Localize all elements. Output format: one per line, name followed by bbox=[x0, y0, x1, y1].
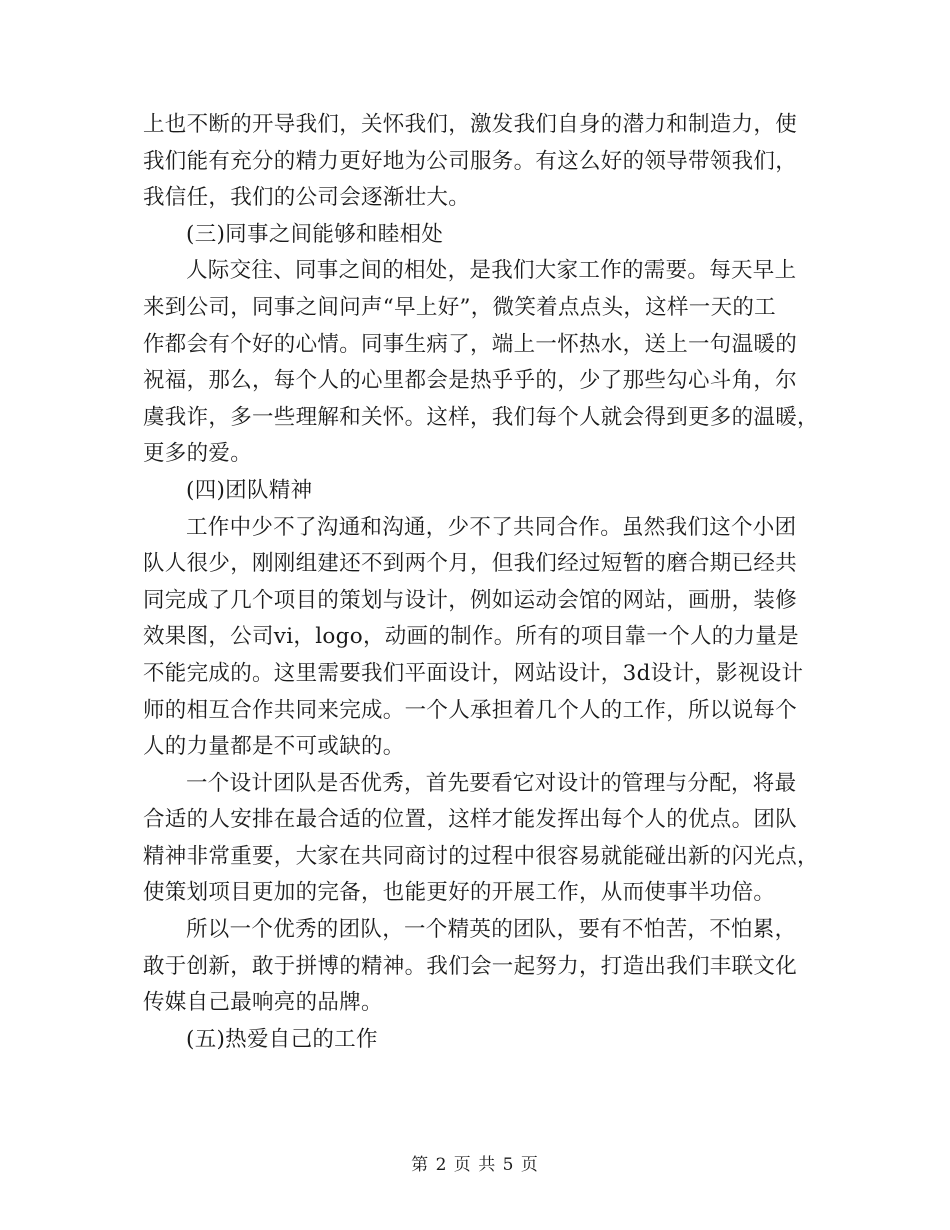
text-line: 我们能有充分的精力更好地为公司服务。有这么好的领导带领我们， bbox=[143, 148, 798, 174]
page-footer: 第 2 页 共 5 页 bbox=[411, 1155, 539, 1175]
text-line: 不能完成的。这里需要我们平面设计，网站设计，3d设计，影视设计 bbox=[143, 660, 804, 686]
text-line: 上也不断的开导我们，关怀我们，激发我们自身的潜力和制造力，使 bbox=[143, 112, 798, 137]
text-line: 队人很少，刚刚组建还不到两个月，但我们经过短暂的磨合期已经共 bbox=[143, 551, 798, 577]
text-line: 敢于创新，敢于拼博的精神。我们会一起努力，打造出我们丰联文化 bbox=[143, 953, 798, 979]
text-line: 精神非常重要，大家在共同商讨的过程中很容易就能碰出新的闪光点， bbox=[143, 843, 819, 869]
text-line: 虞我诈，多一些理解和关怀。这样，我们每个人就会得到更多的温暖， bbox=[143, 404, 819, 430]
text-line: 同完成了几个项目的策划与设计，例如运动会馆的网站，画册，装修 bbox=[143, 587, 798, 613]
text-line: 作都会有个好的心情。同事生病了，端上一怀热水，送上一句温暖的 bbox=[143, 331, 798, 357]
text-line: 一个设计团队是否优秀，首先要看它对设计的管理与分配，将最 bbox=[186, 770, 797, 796]
text-line: 效果图，公司vi，logo，动画的制作。所有的项目靠一个人的力量是 bbox=[143, 624, 799, 650]
text-line: 人际交往、同事之间的相处，是我们大家工作的需要。每天早上 bbox=[186, 258, 797, 284]
text-line: 来到公司，同事之间问声“早上好”，微笑着点点头，这样一天的工 bbox=[143, 294, 776, 320]
text-line: (五)热爱自己的工作 bbox=[186, 1026, 378, 1052]
text-line: 我信任，我们的公司会逐渐壮大。 bbox=[143, 185, 471, 211]
text-line: 祝福，那么，每个人的心里都会是热乎乎的，少了那些勾心斗角，尔 bbox=[143, 368, 798, 394]
text-line: 人的力量都是不可或缺的。 bbox=[143, 734, 405, 760]
text-line: 合适的人安排在最合适的位置，这样才能发挥出每个人的优点。团队 bbox=[143, 807, 798, 833]
text-line: 使策划项目更加的完备，也能更好的开展工作，从而使事半功倍。 bbox=[143, 880, 776, 906]
text-line: 师的相互合作共同来完成。一个人承担着几个人的工作，所以说每个 bbox=[143, 697, 798, 723]
text-line: (三)同事之间能够和睦相处 bbox=[186, 221, 444, 247]
text-line: (四)团队精神 bbox=[186, 477, 313, 503]
document-body bbox=[143, 107, 819, 1058]
text-line: 工作中少不了沟通和沟通，少不了共同合作。虽然我们这个小团 bbox=[186, 514, 797, 540]
text-line: 传媒自己最响亮的品牌。 bbox=[143, 990, 383, 1016]
text-line: 更多的爱。 bbox=[143, 441, 253, 467]
text-line: 所以一个优秀的团队，一个精英的团队，要有不怕苦，不怕累， bbox=[186, 917, 797, 943]
